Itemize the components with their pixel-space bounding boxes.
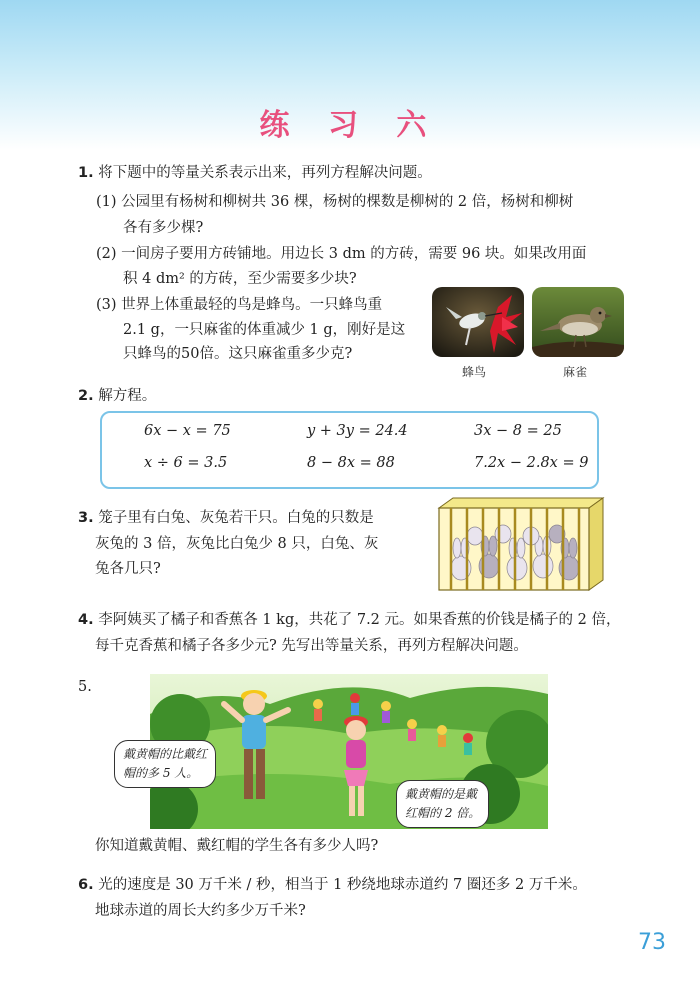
q1-sub3-line1: (3) 世界上体重最轻的鸟是蜂鸟。一只蜂鸟重	[96, 297, 383, 313]
question-6	[78, 872, 587, 898]
q1-sub2-line2: 积 4 dm² 的方砖，至少需要多少块?	[123, 271, 357, 287]
bubble-2-line1: 戴黄帽的是戴	[405, 787, 478, 801]
question-2-number: 2.	[78, 388, 94, 404]
question-3-number: 3.	[78, 510, 94, 526]
question-1	[78, 160, 432, 186]
sparrow-caption: 麻雀	[563, 365, 588, 379]
q3-line3: 兔各几只?	[95, 561, 161, 577]
q1-sub1-line2: 各有多少棵?	[123, 220, 204, 236]
equation-6: 7.2x − 2.8x = 9	[474, 455, 589, 471]
equation-4: x ÷ 6 = 3.5	[144, 455, 228, 471]
q5-question: 你知道戴黄帽、戴红帽的学生各有多少人吗?	[95, 838, 379, 854]
question-1-number: 1.	[78, 165, 94, 181]
speech-bubble-1	[114, 740, 216, 788]
equation-2: y + 3y = 24.4	[307, 423, 408, 439]
question-2-text: 解方程。	[98, 388, 157, 404]
q3-line1: 笼子里有白兔、灰兔若干只。白兔的只数是	[98, 510, 374, 526]
hummingbird-caption: 蜂鸟	[462, 365, 487, 379]
q6-line1: 光的速度是 30 万千米 / 秒，相当于 1 秒绕地球赤道约 7 圈还多 2 万千米。	[98, 877, 587, 893]
q1-sub3-line2: 2.1 g，一只麻雀的体重减少 1 g，刚好是这	[123, 322, 406, 338]
q1-sub2-line1: (2) 一间房子要用方砖铺地。用边长 3 dm 的方砖，需要 96 块。如果改用面	[96, 246, 587, 262]
q1-sub1-line1: (1) 公园里有杨树和柳树共 36 棵，杨树的棵数是柳树的 2 倍，杨树和柳树	[96, 194, 574, 210]
q4-line2: 每千克香蕉和橘子各多少元? 先写出等量关系，再列方程解决问题。	[95, 638, 528, 654]
question-4	[78, 607, 620, 633]
page-number: 73	[638, 930, 666, 955]
question-4-number: 4.	[78, 612, 94, 628]
q6-line2: 地球赤道的周长大约多少万千米?	[95, 903, 306, 919]
question-6-number: 6.	[78, 877, 94, 893]
question-3	[78, 505, 374, 531]
hummingbird-photo	[432, 287, 524, 357]
q1-sub3-line3: 只蜂鸟的50倍。这只麻雀重多少克?	[123, 346, 353, 362]
q3-line2: 灰兔的 3 倍，灰兔比白兔少 8 只，白兔、灰	[95, 536, 379, 552]
bubble-1-line1: 戴黄帽的比戴红	[123, 747, 208, 761]
rabbit-cage-illustration	[437, 496, 605, 592]
equation-1: 6x − x = 75	[144, 423, 231, 439]
question-1-text: 将下题中的等量关系表示出来，再列方程解决问题。	[98, 165, 432, 181]
q4-line1: 李阿姨买了橘子和香蕉各 1 kg，共花了 7.2 元。如果香蕉的价钱是橘子的 2 倍，	[98, 612, 621, 628]
speech-bubble-2	[396, 780, 489, 828]
equation-box	[100, 411, 599, 489]
equation-5: 8 − 8x = 88	[307, 455, 395, 471]
sparrow-photo	[532, 287, 624, 357]
bubble-2-line2: 红帽的 2 倍。	[405, 806, 481, 820]
question-5-number: 5.	[78, 679, 92, 695]
bubble-1-line2: 帽的多 5 人。	[123, 766, 199, 780]
page-title: 练 习 六	[259, 108, 441, 143]
question-2	[78, 383, 156, 409]
equation-3: 3x − 8 = 25	[474, 423, 562, 439]
